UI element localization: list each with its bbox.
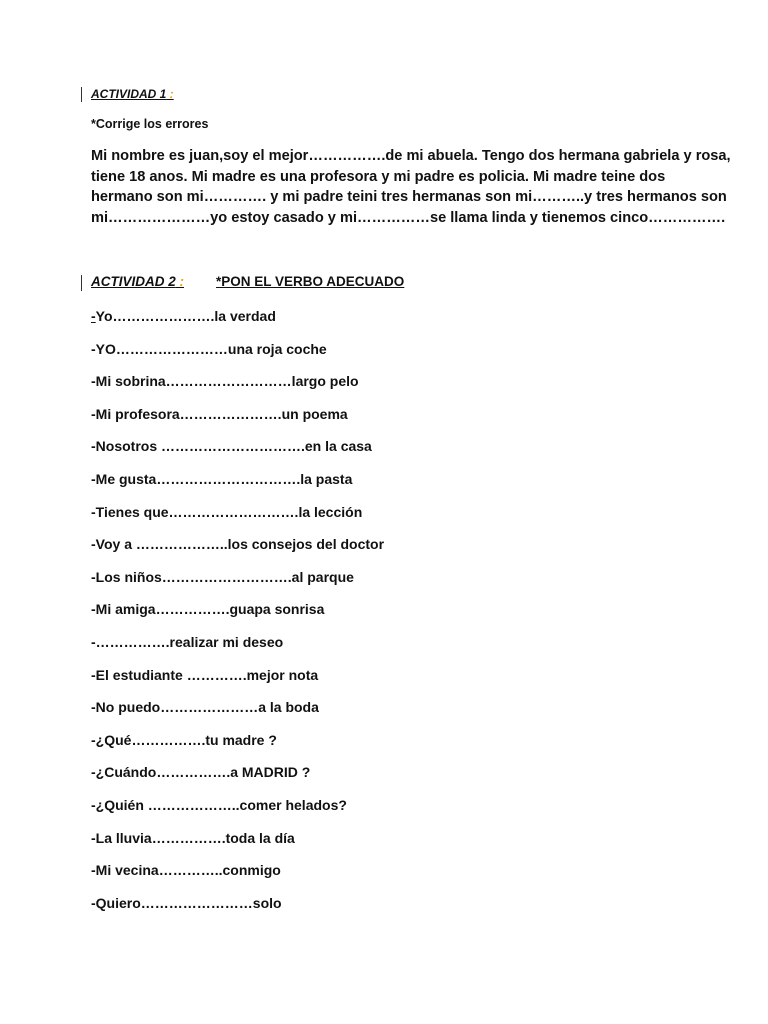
list-item <box>91 632 384 665</box>
item-dash: - <box>91 536 96 553</box>
item-text: Quiero……………………solo <box>95 894 282 911</box>
item-dash: - <box>91 666 96 683</box>
item-dash: - <box>91 699 96 716</box>
list-item <box>91 730 384 763</box>
list-item <box>91 534 384 567</box>
paragraph-line: hermano son mi…………. y mi padre teini tres hermanas son mi………..y tres hermanos son <box>91 189 727 205</box>
activity-1-heading <box>91 87 174 101</box>
item-dash: - <box>91 731 96 748</box>
item-text: Mi amiga…………….guapa sonrisa <box>95 601 325 618</box>
item-dash: - <box>91 503 96 520</box>
item-text: Nosotros ………………………….en la casa <box>95 438 372 455</box>
item-text: YO……………………una roja coche <box>95 340 327 357</box>
list-item <box>91 339 384 372</box>
paragraph-line: Mi nombre es juan,soy el mejor…………….de mi abuela. Tengo dos hermana gabriela y rosa, <box>91 148 731 164</box>
item-dash: - <box>91 308 96 324</box>
activity-1-paragraph <box>91 146 731 228</box>
item-text: ¿Qué…………….tu madre ? <box>95 731 277 748</box>
item-dash: - <box>91 405 96 422</box>
list-item <box>91 893 384 926</box>
item-text: Mi sobrina………………………largo pelo <box>95 373 359 390</box>
activity-1-instruction: *Corrige los errores <box>91 117 209 131</box>
activity-2-task: *PON EL VERBO ADECUADO <box>216 274 405 289</box>
exercise-list <box>91 306 384 925</box>
margin-mark-activity-1 <box>81 87 82 102</box>
item-text: Me gusta………………………….la pasta <box>95 470 353 487</box>
item-dash: - <box>91 894 96 911</box>
activity-2-heading <box>91 274 404 289</box>
list-item <box>91 469 384 502</box>
item-text: Tienes que……………………….la lección <box>95 503 363 520</box>
item-dash: - <box>91 601 96 618</box>
item-dash: - <box>91 340 96 357</box>
paragraph-line: tiene 18 anos. Mi madre es una profesora y mi padre es policia. Mi madre teine dos <box>91 168 666 185</box>
activity-1-title: ACTIVIDAD 1 <box>91 87 167 101</box>
item-dash: - <box>91 862 96 879</box>
list-item <box>91 665 384 698</box>
activity-2-colon: : <box>175 274 185 289</box>
activity-1-colon: : <box>166 87 174 101</box>
list-item <box>91 795 384 828</box>
item-dash: - <box>91 796 96 813</box>
item-dash: - <box>91 764 96 781</box>
margin-mark-activity-2 <box>81 275 82 291</box>
list-item <box>91 697 384 730</box>
activity-2-title: ACTIVIDAD 2 <box>91 274 176 289</box>
item-text: ¿Cuándo…………….a MADRID ? <box>95 764 311 781</box>
item-text: ¿Quién ………………..comer helados? <box>95 796 347 813</box>
item-dash: - <box>91 373 96 390</box>
item-text: Voy a ………………..los consejos del doctor <box>95 536 385 553</box>
item-text: Yo………………….la verdad <box>95 308 276 324</box>
item-text: La lluvia…………….toda la día <box>95 829 295 846</box>
item-text: Mi profesora………………….un poema <box>95 405 348 422</box>
list-item <box>91 404 384 437</box>
item-text: …………….realizar mi deseo <box>95 633 284 650</box>
item-text: El estudiante ………….mejor nota <box>95 666 319 683</box>
list-item <box>91 599 384 632</box>
list-item <box>91 436 384 469</box>
list-item <box>91 828 384 861</box>
item-dash: - <box>91 829 96 846</box>
list-item <box>91 860 384 893</box>
item-text: Mi vecina…………..conmigo <box>95 862 281 879</box>
item-dash: - <box>91 470 96 487</box>
list-item <box>91 502 384 535</box>
list-item <box>91 762 384 795</box>
list-item <box>91 567 384 600</box>
list-item <box>91 371 384 404</box>
item-dash: - <box>91 633 96 650</box>
list-item <box>91 306 384 339</box>
item-dash: - <box>91 438 96 455</box>
paragraph-line: mi…………………yo estoy casado y mi……………se llama linda y tienemos cinco……………. <box>91 209 726 226</box>
item-text: Los niños……………………….al parque <box>95 568 354 585</box>
item-dash: - <box>91 568 96 585</box>
item-text: No puedo…………………a la boda <box>95 699 319 716</box>
